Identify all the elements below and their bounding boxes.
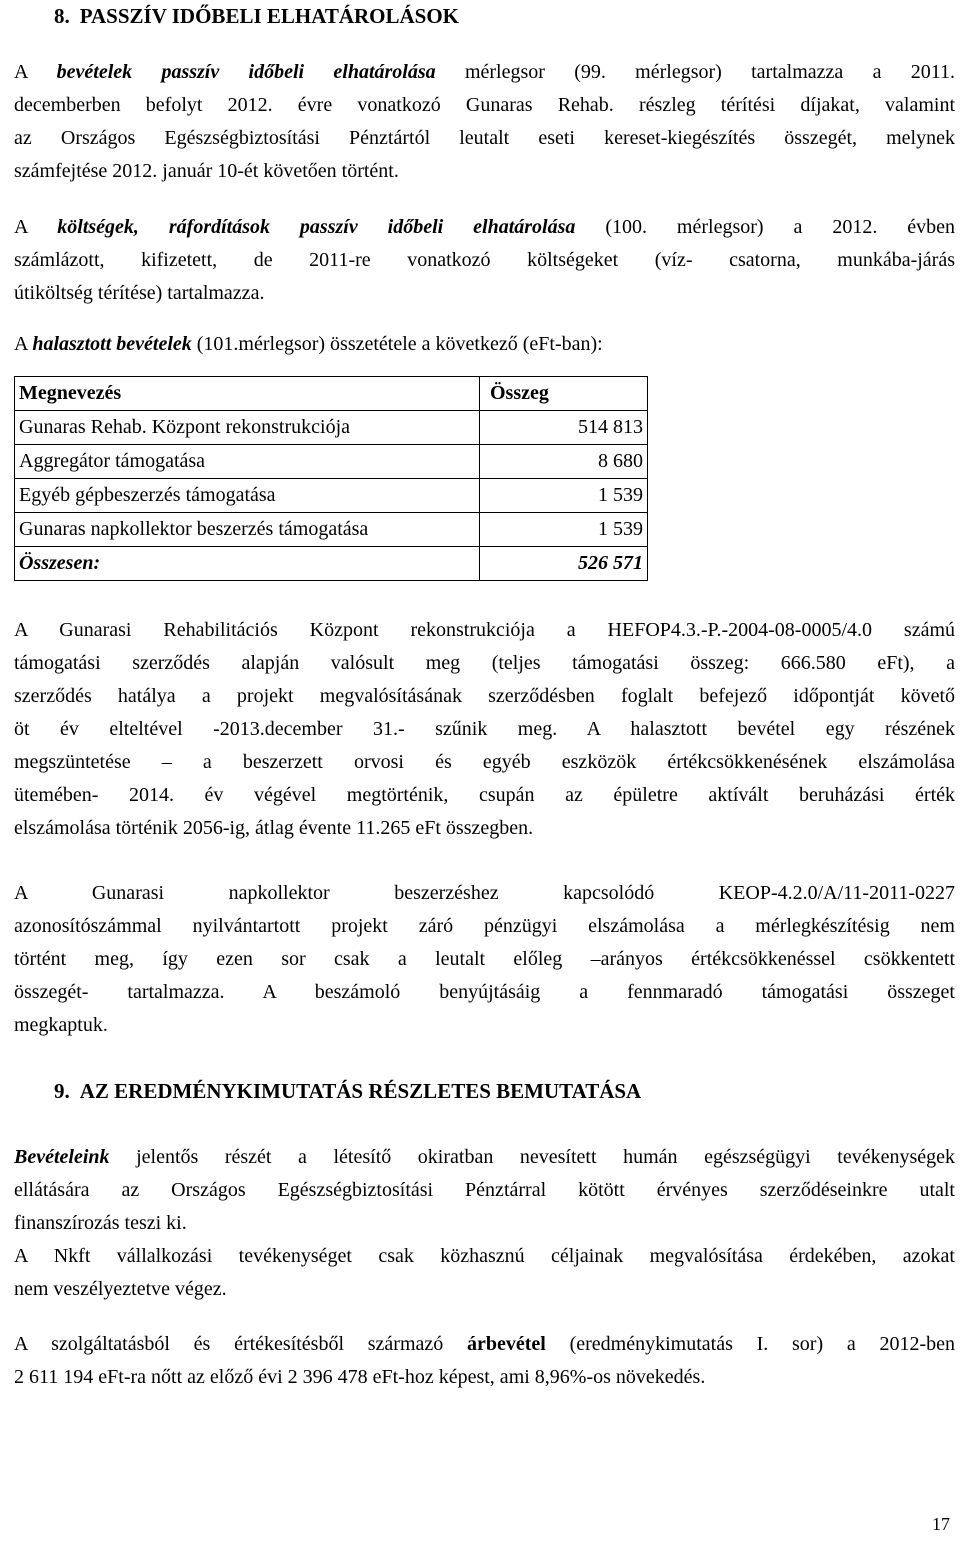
header-name: Megnevezés xyxy=(15,377,480,411)
header-value: Összeg xyxy=(480,377,648,411)
section-9-number: 9. xyxy=(54,1079,70,1103)
paragraph-revenues: Bevételeink jelentős részét a létesítő okiratban nevesített humán egészségügyi tevékenységek ellátására az Országos Egészségbiztosítási Pénztárral kötött érvényes szerződéseinkre utalt finanszírozás teszi ki. A Nkft vállalkozási tevékenységet csak közhasznú céljainak megvalósítása érdekében, azokat nem veszélyeztetve végez. xyxy=(14,1146,955,1300)
term-revenues: Bevételeink xyxy=(14,1146,110,1168)
paragraph-hefop-project: A Gunarasi Rehabilitációs Központ rekonstrukciója a HEFOP4.3.-P.-2004-08-0005/4.0 számú támogatási szerződés alapján valósult meg (teljes támogatási összeg: 666.580 eFt), a szerződés hatálya a projekt megvalósításának szerződésben foglalt befejező időpontját követő öt év elteltével -2013.december 31.- szűnik meg. A halasztott bevétel egy részének megszüntetése – a beszerzett orvosi és egyéb eszközök értékcsökkenésének elszámolása ütemében- 2014. év végével megtörténik, csupán az épületre aktívált beruházási érték elszámolása történik 2056-ig, átlag évente 11.265 eFt összegben. xyxy=(14,619,955,839)
table-total-row xyxy=(15,547,648,581)
table-header-row xyxy=(15,377,648,411)
table-row xyxy=(15,479,648,513)
paragraph-revenue-deferral: A bevételek passzív időbeli elhatárolása mérlegsor (99. mérlegsor) tartalmazza a 2011. decemberben befolyt 2012. évre vonatkozó Gunaras Rehab. részleg térítési díjakat, valamint az Országos Egészségbiztosítási Pénztártól leutalt eseti kereset-kiegészítés összegét, melynek számfejtése 2012. január 10-ét követően történt. xyxy=(14,61,956,182)
section-9-title: AZ EREDMÉNYKIMUTATÁS RÉSZLETES BEMUTATÁSA xyxy=(79,1079,642,1103)
table-row xyxy=(15,513,648,547)
term-revenue-deferral: bevételek passzív időbeli elhatárolása xyxy=(56,61,436,83)
section-9-heading xyxy=(54,1075,641,1108)
table-row xyxy=(15,411,648,445)
term-cost-deferral: költségek, ráfordítások passzív időbeli elhatárolása xyxy=(57,216,576,238)
term-deferred-revenue: halasztott bevételek xyxy=(32,333,192,355)
row-value: 8 680 xyxy=(480,445,648,479)
total-value: 526 571 xyxy=(480,547,648,581)
paragraph-keop-project: A Gunarasi napkollektor beszerzéshez kapcsolódó KEOP-4.2.0/A/11-2011-0227 azonosítószámmal nyilvántartott projekt záró pénzügyi elszámolása a mérlegkészítésig nem történt meg, így ezen sor csak a leutalt előleg –arányos értékcsökkenéssel csökkentett összegét- tartalmazza. A beszámoló benyújtásáig a fennmaradó támogatási összeget megkaptuk. xyxy=(14,882,955,1036)
section-8-number: 8. xyxy=(54,4,70,28)
paragraph-cost-deferral: A költségek, ráfordítások passzív időbeli elhatárolása (100. mérlegsor) a 2012. évben számlázott, kifizetett, de 2011-re vonatkozó költségeket (víz- csatorna, munkába-járás útiköltség térítése) tartalmazza. xyxy=(14,216,956,304)
section-8-heading xyxy=(54,0,459,33)
deferred-revenue-table xyxy=(14,376,648,581)
row-name: Egyéb gépbeszerzés támogatása xyxy=(15,479,480,513)
paragraph-deferred-revenue-intro: A halasztott bevételek (101.mérlegsor) összetétele a következő (eFt-ban): xyxy=(14,333,603,355)
row-name: Aggregátor támogatása xyxy=(15,445,480,479)
row-value: 1 539 xyxy=(480,513,648,547)
total-name: Összesen: xyxy=(15,547,480,581)
page-number: 17 xyxy=(932,1514,950,1534)
table-row xyxy=(15,445,648,479)
paragraph-sales-revenue: A szolgáltatásból és értékesítésből származó árbevétel (eredménykimutatás I. sor) a 2012-ben 2 611 194 eFt-ra nőtt az előző évi 2 396 478 eFt-hoz képest, ami 8,96%-os növekedés. xyxy=(14,1333,956,1388)
row-name: Gunaras napkollektor beszerzés támogatása xyxy=(15,513,480,547)
row-value: 1 539 xyxy=(480,479,648,513)
term-sales-revenue: árbevétel xyxy=(467,1333,546,1355)
row-name: Gunaras Rehab. Központ rekonstrukciója xyxy=(15,411,480,445)
section-8-title: PASSZÍV IDŐBELI ELHATÁROLÁSOK xyxy=(79,4,460,28)
row-value: 514 813 xyxy=(480,411,648,445)
